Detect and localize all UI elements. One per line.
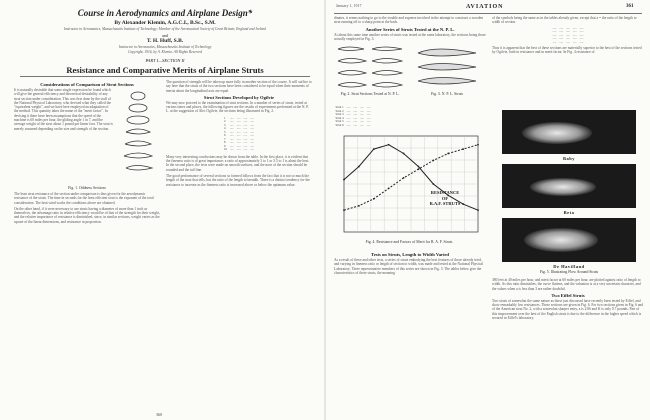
- col1-body-text-2: The least strut resistance of the section under comparison is thus given for the aerodynamic resistance of the struts. The time in seconds for the least efficient strut is the exponent of the total consideration. The heat wind works the conditions above are obtained.: [14, 192, 154, 205]
- chart-inline-label: [418, 190, 472, 207]
- left-column-1: [14, 80, 160, 412]
- author2: T. H. Huff, S.B.: [146, 38, 184, 44]
- data-point: [388, 188, 390, 190]
- author1-affiliation: Instructor in Aeronautics, Massachusetts Institute of Technology; Member of the Aeronautical Society of Great Britain, England and Ireland: [64, 27, 266, 31]
- data-point: [343, 209, 345, 211]
- eiffel-heading: Two Eiffel Struts: [551, 292, 585, 298]
- right-col-text: 380 feet at 40 miles per hour, and merit factor at 60 miles per hour, are plotted against ratio of length to width. As this ratio diminishes, the curve flattens, and the valuation is at a very uncertain character, and the values when a is less than 3 are rather doubtful.: [492, 278, 641, 291]
- journal-name: AVIATION: [466, 4, 504, 10]
- right-column-2-lower: [492, 278, 644, 416]
- course-title: Course in Aerodynamics and Airplane Design*: [77, 8, 253, 18]
- flow-plume: [522, 122, 592, 144]
- flow-photo-baby: [502, 110, 636, 154]
- right-column-1: [334, 16, 486, 416]
- photo-label-de-havilland: De Havilland: [553, 264, 585, 269]
- data-point: [418, 166, 420, 168]
- left-column-2: [166, 80, 312, 412]
- strut-sections-figure: [116, 88, 160, 184]
- data-point: [373, 198, 375, 200]
- data-point: [343, 179, 345, 181]
- article-title: Resistance and Comparative Merits of Airplane Struts: [66, 65, 264, 75]
- data-point: [418, 168, 420, 170]
- resistance-chart: [334, 130, 484, 240]
- fig2-caption: Fig. 2. Strut Sections Tested at N. P. L.: [340, 92, 400, 97]
- strut-characteristics-table: ..... ..... ..... ..... ..... ..... ..... ..... ..... ..... ..... ..... ..... ..... ..... ..... ..... ..... ..... ..... ..... ..... ..... ..... .....: [552, 25, 584, 44]
- flow-photo-beta: [502, 164, 636, 208]
- graph-label-line-2: OF: [441, 195, 449, 201]
- data-point: [403, 177, 405, 179]
- copyright-notice: Copyright, 1916, by A. Klemin. All Rights Reserved: [127, 50, 203, 54]
- right-page: [326, 0, 650, 420]
- data-point: [432, 183, 434, 185]
- fig4-caption: Fig. 4. Resistance and Factors of Merit for R. A. F. Struts: [365, 240, 453, 245]
- flow-plume: [524, 228, 598, 252]
- photo-label-baby: Baby: [562, 156, 575, 161]
- col2-heading: Strut Sections Developed by Ogilvie: [203, 94, 275, 100]
- strut-data-table: 1 ..... ..... ..... ..... 2 ..... ..... ..... ..... 3 ..... ..... ..... ..... 4 ..... ..... ..... ..... 5 ..... ..... ..... ..... 6 ..... ..... ..... ..... 7 ..... ..... ..... ..... 8 ..... ..... ..... ..... 9 ..... ..... ..... ..... 10 ..... ..... ..... .....: [224, 115, 254, 152]
- data-point: [447, 153, 449, 155]
- col2-body-text-2: We may now proceed to the examination of strut sections. In a number of series of struts, tested at various times and places, the following figures are the results of experiments performed at the N. P. L. at the suggestion of Alec Ogilvie, the sections being illustrated in Fig. 2.: [166, 100, 309, 114]
- eiffel-text: Two struts of somewhat the same nature as those just discussed have recently been tested by Eiffel, and show remarkably low resistances. These sections are given in Fig. 6. For two sections given in Fig. 6 and of the American strut No. 2, with a somewhat sharper entry, a is 2.86 and K is only 0.7 pounds. Part of this improvement over the best of the English struts is due to the difference in the higher speed which is secured in Eiffel's laboratory.: [492, 298, 644, 321]
- data-point: [373, 148, 375, 150]
- running-header: [326, 4, 650, 12]
- data-point: [388, 144, 390, 146]
- graph-label-line-3: R.A.F. STRUTS: [429, 201, 461, 207]
- fig4-block: [334, 130, 484, 250]
- nlp-strut-table: Strut 1 ..... ..... ..... ..... Strut 2 ..... ..... ..... ..... Strut 3 ..... ..... ..... ..... Strut 4 ..... ..... ..... ..... Strut 5 ..... ..... ..... ..... Strut 6 ..... ..... ..... .....: [335, 105, 371, 127]
- graph-label-line-1: RESISTANCE: [430, 190, 460, 196]
- data-point: [462, 148, 464, 150]
- fig3-caption: Fig. 3. N. P. L. Struts: [430, 92, 464, 97]
- col1-body-text: It is naturally desirable that some single expression be found which will give the general efficiency and theoretical desirability of any strut section under consideration. This was first done by the staff of the National Physical Laboratory, who devised what they called the "equivalent weight", and we have here employed an adaptation of the method. This quantity takes the name of the "merit factor". In devising it there have been assumptions that the speed of the machine is 60 miles per hour, the gliding angle 1 in 7, and the average weight of the strut about 1 pound per linear foot. The strut is merely assumed depending on the size and strength of the section.: [14, 88, 113, 131]
- data-point: [358, 205, 360, 207]
- fig2-strut-shapes: [334, 43, 406, 91]
- left-page-number: 360: [156, 412, 162, 417]
- mid-text-2: Thus it is apparent that the best of these sections are materially superior to the best of the sections tested by Ogilvie, both in resistance and in merit factor. In Fig. 4 resistance of: [492, 46, 642, 55]
- col1-heading: Considerations of Comparison of Strut Sections: [40, 82, 134, 87]
- tests-heading: Tests on Struts, Length to Width Varied: [371, 252, 449, 258]
- right-page-number: 361: [626, 4, 634, 9]
- section-label: PART I—SECTION II: [145, 58, 185, 63]
- data-point: [477, 144, 479, 146]
- tests-text: As a result of these and other tests, a series of struts embodying the best features of those already tried, and varying in fineness ratio or length of section to width, was made and tested at the National Physical Laboratory. Three representative members of this series are shown in Fig. 3. The tables below give the characteristics of these struts, the meaning: [334, 258, 484, 276]
- fig5-caption: Fig. 5. Illustrating Flow Around Struts: [539, 270, 599, 274]
- fig2-fig3-block: [334, 43, 486, 103]
- data-point: [403, 153, 405, 155]
- header-rule: [334, 13, 642, 14]
- col2-body-text: The question of strength will be taken up more fully in another section of the course. It will suffice to say here that the struts of the two sections have been considered to be equal when their moments of inertia about the longitudinal axis are equal.: [166, 80, 312, 93]
- data-point: [477, 209, 479, 211]
- fig1-caption: Fig. 1. Oddness Sections: [68, 186, 106, 190]
- top-text: dinates, it seems nothing to go to the trouble and expense involved in the attempt to construct a wooden strut running off to a sharp point at the back.: [334, 16, 484, 25]
- and-connector: and: [162, 33, 168, 38]
- data-point: [432, 160, 434, 162]
- fig3-strut-shapes: [412, 43, 482, 91]
- flow-plume: [530, 178, 596, 196]
- col2-body-text-3: Many very interesting conclusions may be drawn from the table. In the first place, it is evident that the fineness ratio is of great importance; a ratio of approximately 3 to 1 or 3.5 to 1 is about the best. In the second place, the tests were made on smooth surfaces, and the nose of the section should be rounded and the tail fine.: [166, 154, 310, 172]
- issue-date: January 1, 1917: [336, 3, 362, 8]
- flow-photo-de-havilland: [502, 218, 636, 262]
- photo-label-beta: Beta: [563, 210, 575, 215]
- strut-series-heading: Another Series of Struts Tested at the N. P. L.: [365, 26, 455, 32]
- col2-body-text-4: The good performance of several sections so formed follows from the fact that it is not so much the length of the strut that tells, but the ratio of the length to breadth. There is a distinct tendency for the resistance to increase as the fineness ratio is increased above or below the optimum value.: [166, 173, 310, 187]
- title-rule: [20, 76, 310, 77]
- mid-text: of the symbols being the same as in the tables already given, except that a = the ratio of the length to width of section.: [492, 16, 637, 25]
- author1: By Alexander Klemin, A.G.C.I., B.Sc., S.M.: [114, 20, 216, 26]
- author2-affiliation: Instructor in Aeronautics, Massachusetts Institute of Technology: [118, 45, 212, 49]
- col1-body-text-3: On the other hand, if it were necessary to use struts having a diameter of more than 1 inch as themselves, the advantage ratio in relative efficiency would be of that of the strength for their weight, and the relative importance of resistance is diminished, since, in similar sections, weight varies as the square of the linear dimensions, and resistance in proportion.: [14, 206, 160, 224]
- strut-series-text: At about this same time another series of struts was tested at the same laboratory, the sections being those actually employed in Fig. 3.: [334, 32, 486, 41]
- data-point: [358, 166, 360, 168]
